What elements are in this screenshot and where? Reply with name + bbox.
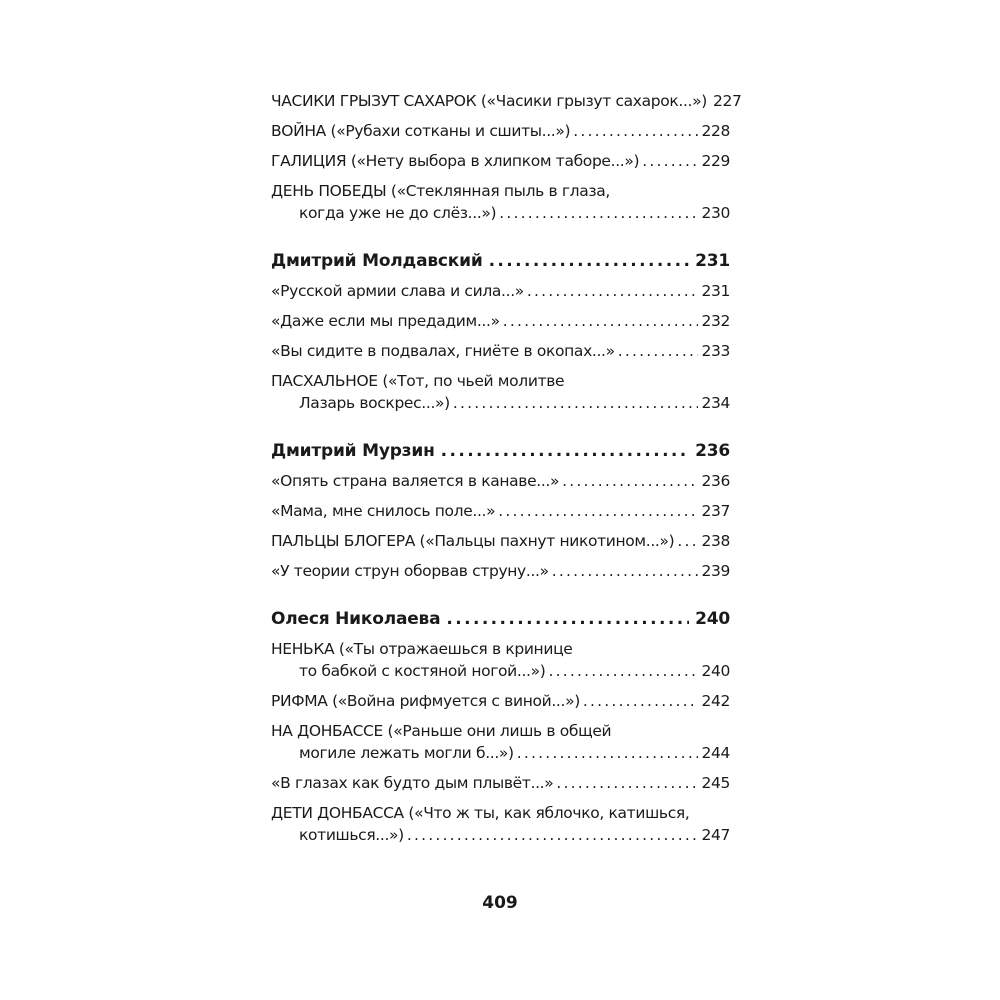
toc-author-heading (271, 606, 730, 632)
toc-entry-title: «Вы сидите в подвалах, гниёте в окопах...» (271, 342, 615, 360)
toc-leader-dots (562, 470, 698, 492)
toc-entry (271, 638, 730, 682)
toc-entry-page: 242 (701, 692, 730, 710)
toc-entry-row (271, 120, 730, 142)
toc-entry-page: 228 (701, 122, 730, 140)
toc-entry-title: ВОЙНА («Рубахи сотканы и сшиты...») (271, 122, 571, 140)
toc-entry-row (271, 560, 730, 582)
toc-leader-dots (446, 606, 689, 632)
toc-leader-dots (642, 150, 698, 172)
toc-entry-title: Лазарь воскрес...») (299, 394, 450, 412)
toc-entry-title-line: ДЕНЬ ПОБЕДЫ («Стеклянная пыль в глаза, (271, 182, 610, 200)
toc-author-name: Олеся Николаева (271, 609, 441, 629)
toc-entry (271, 470, 730, 492)
toc-entry-title: ЧАСИКИ ГРЫЗУТ САХАРОК («Часики грызут сахарок...») (271, 92, 707, 110)
toc-entry (271, 120, 730, 142)
toc-entry-page: 233 (701, 342, 730, 360)
toc-entry-title: «Опять страна валяется в канаве...» (271, 472, 560, 490)
toc-leader-dots (556, 772, 698, 794)
toc-entry-row (271, 530, 730, 552)
toc-leader-dots (499, 202, 698, 224)
toc-entry-row (271, 280, 730, 302)
toc-entry (271, 370, 730, 414)
toc-leader-dots (677, 530, 698, 552)
toc-author-page: 231 (695, 251, 730, 271)
toc-entry-title: ПАЛЬЦЫ БЛОГЕРА («Пальцы пахнут никотином...») (271, 532, 675, 550)
toc-entry (271, 772, 730, 794)
toc-entry-title: когда уже не до слёз...») (299, 204, 497, 222)
toc-entry-title: ГАЛИЦИЯ («Нету выбора в хлипком таборе...») (271, 152, 640, 170)
toc-entry-title-line: ДЕТИ ДОНБАССА («Что ж ты, как яблочко, катишься, (271, 804, 690, 822)
toc-entry (271, 340, 730, 362)
toc-leader-dots (573, 120, 698, 142)
toc-leader-dots (441, 438, 689, 464)
toc-entry-page: 239 (701, 562, 730, 580)
toc-entry (271, 690, 730, 712)
toc-entry-page: 229 (701, 152, 730, 170)
toc-entry-title: «Мама, мне снилось поле...» (271, 502, 496, 520)
toc-entry (271, 180, 730, 224)
toc-entry-page: 245 (701, 774, 730, 792)
toc-entry-page: 230 (701, 204, 730, 222)
toc-entry (271, 150, 730, 172)
toc-entry-page: 236 (701, 472, 730, 490)
toc-entry-row (271, 310, 730, 332)
toc-entry-title: то бабкой с костяной ногой...») (299, 662, 546, 680)
toc-entry-title: могиле лежать могли б...») (299, 744, 514, 762)
toc-entry-page: 247 (701, 826, 730, 844)
toc-leader-dots (489, 248, 690, 274)
toc-entry-row (271, 742, 730, 764)
toc-leader-dots (552, 560, 699, 582)
toc-entry (271, 280, 730, 302)
toc-entry-page: 227 (712, 92, 742, 110)
toc-entry-page: 232 (701, 312, 730, 330)
toc-entry-row (271, 690, 730, 712)
toc-leader-dots (548, 660, 698, 682)
toc-entry (271, 560, 730, 582)
toc-author-heading (271, 438, 730, 464)
toc-entry-row (271, 470, 730, 492)
toc-leader-dots (503, 310, 699, 332)
toc-entry-row (271, 772, 730, 794)
toc-entry-row (271, 392, 730, 414)
toc-entry-page: 244 (701, 744, 730, 762)
toc-leader-dots (583, 690, 699, 712)
toc-entry (271, 720, 730, 764)
toc-entry-title-line: НЕНЬКА («Ты отражаешься в кринице (271, 640, 573, 658)
toc-entry (271, 310, 730, 332)
toc-entry-row (271, 500, 730, 522)
toc-entry-row (271, 90, 742, 112)
toc-entry-row (271, 202, 730, 224)
toc-entry-page: 237 (701, 502, 730, 520)
toc-entry-title: «Даже если мы предадим...» (271, 312, 500, 330)
toc-entry (271, 530, 730, 552)
toc-entry-row (271, 150, 730, 172)
toc-leader-dots (527, 280, 699, 302)
toc-entry-title-line: ПАСХАЛЬНОЕ («Тот, по чьей молитве (271, 372, 565, 390)
toc-author-page: 240 (695, 609, 730, 629)
toc-entry-title: котишься...») (299, 826, 404, 844)
toc-entry (271, 90, 742, 112)
toc-leader-dots (453, 392, 699, 414)
toc-entry-page: 231 (701, 282, 730, 300)
toc-leader-dots (498, 500, 698, 522)
toc-entry-page: 234 (701, 394, 730, 412)
toc-entry-page: 238 (701, 532, 730, 550)
toc-entry-row (271, 824, 730, 846)
toc-entry-row (271, 340, 730, 362)
toc-entry (271, 802, 730, 846)
toc-entry-title: «У теории струн оборвав струну...» (271, 562, 549, 580)
toc-entry (271, 500, 730, 522)
table-of-contents (271, 90, 742, 846)
toc-entry-title: «В глазах как будто дым плывёт...» (271, 774, 554, 792)
toc-entry-title-line: НА ДОНБАССЕ («Раньше они лишь в общей (271, 722, 612, 740)
toc-entry-row (271, 660, 730, 682)
toc-author-name: Дмитрий Молдавский (271, 251, 483, 271)
toc-entry-title: «Русской армии слава и сила...» (271, 282, 524, 300)
toc-entry-page: 240 (701, 662, 730, 680)
toc-leader-dots (407, 824, 699, 846)
toc-leader-dots (618, 340, 699, 362)
toc-author-heading (271, 248, 730, 274)
toc-author-page: 236 (695, 441, 730, 461)
toc-leader-dots (517, 742, 699, 764)
toc-author-name: Дмитрий Мурзин (271, 441, 435, 461)
toc-entry-title: РИФМА («Война рифмуется с виной...») (271, 692, 580, 710)
page-number: 409 (482, 893, 518, 913)
